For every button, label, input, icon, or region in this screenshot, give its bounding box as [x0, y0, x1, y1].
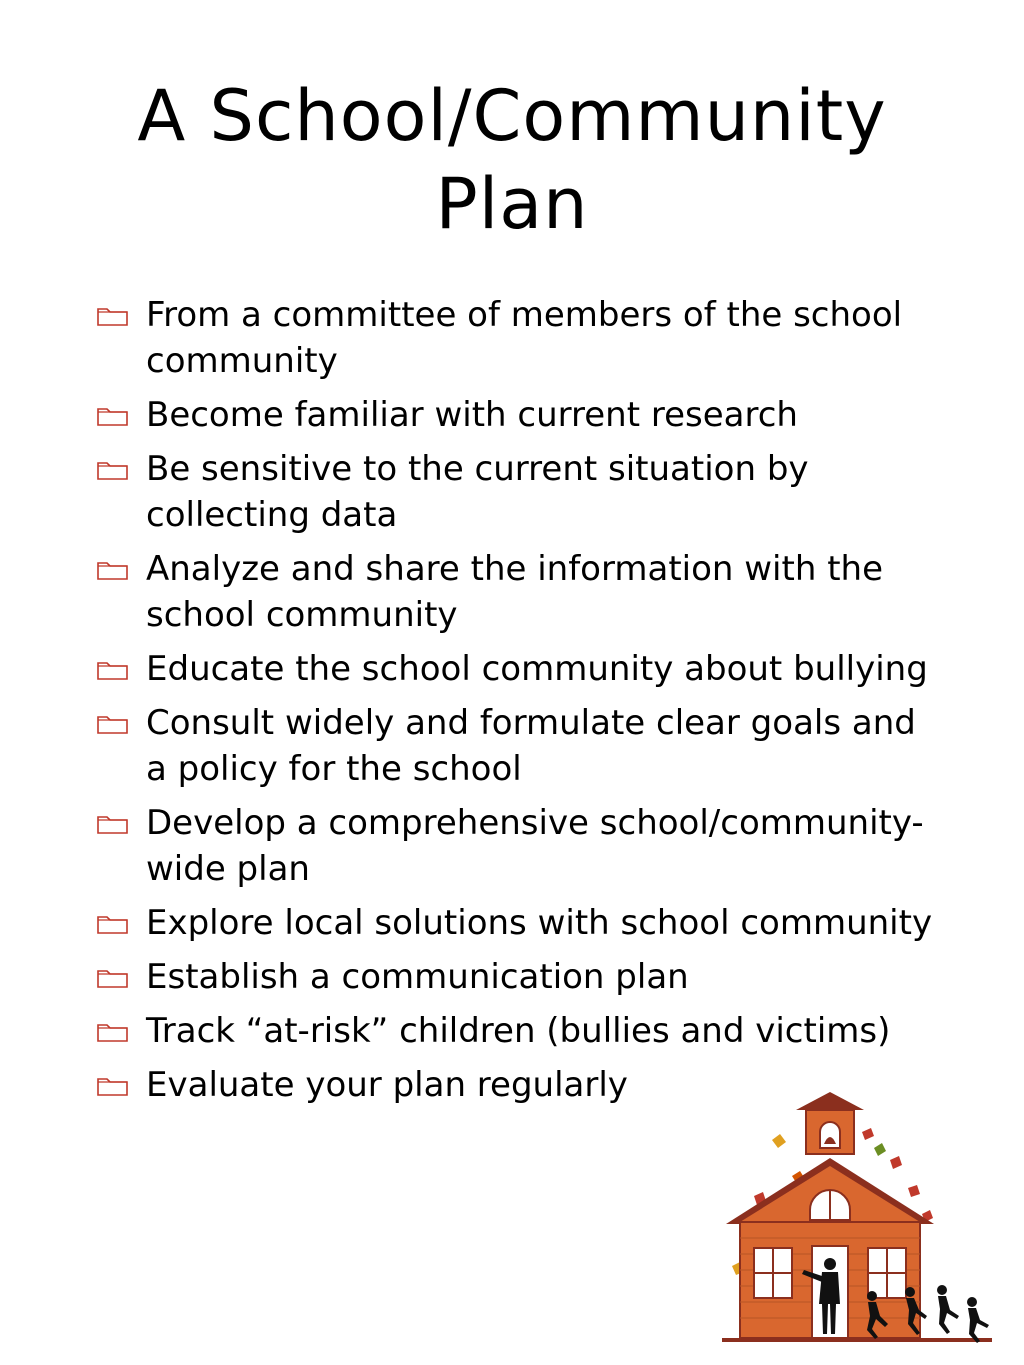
bullet-text: From a committee of members of the school community: [146, 295, 903, 381]
bullet-text: Develop a comprehensive school/community-wide plan: [146, 803, 924, 889]
folder-icon: [96, 1075, 130, 1097]
folder-icon: [96, 913, 130, 935]
bullet-text: Educate the school community about bullying: [146, 649, 928, 689]
list-item: [96, 954, 946, 1000]
folder-icon: [96, 405, 130, 427]
bullet-text: Evaluate your plan regularly: [146, 1065, 628, 1105]
bullet-text: Analyze and share the information with the school community: [146, 549, 883, 635]
list-item: [96, 700, 946, 792]
bullet-text: Consult widely and formulate clear goals and a policy for the school: [146, 703, 916, 789]
folder-icon: [96, 813, 130, 835]
list-item: [96, 392, 946, 438]
list-item: [96, 1008, 946, 1054]
list-item: [96, 646, 946, 692]
list-item: [96, 900, 946, 946]
bullet-text: Become familiar with current research: [146, 395, 798, 435]
bullet-text: Establish a communication plan: [146, 957, 689, 997]
list-item: [96, 446, 946, 538]
folder-icon: [96, 659, 130, 681]
slide-title: A School/Community Plan: [137, 75, 887, 245]
bullet-list: [96, 292, 946, 1116]
bullet-text: Explore local solutions with school community: [146, 903, 933, 943]
folder-icon: [96, 305, 130, 327]
folder-icon: [96, 713, 130, 735]
list-item: [96, 546, 946, 638]
bullet-text: Track “at-risk” children (bullies and victims): [146, 1011, 891, 1051]
folder-icon: [96, 1021, 130, 1043]
list-item: [96, 292, 946, 384]
list-item: [96, 800, 946, 892]
folder-icon: [96, 967, 130, 989]
folder-icon: [96, 559, 130, 581]
schoolhouse-clipart: [712, 1088, 1002, 1350]
folder-icon: [96, 459, 130, 481]
bullet-text: Be sensitive to the current situation by collecting data: [146, 449, 809, 535]
